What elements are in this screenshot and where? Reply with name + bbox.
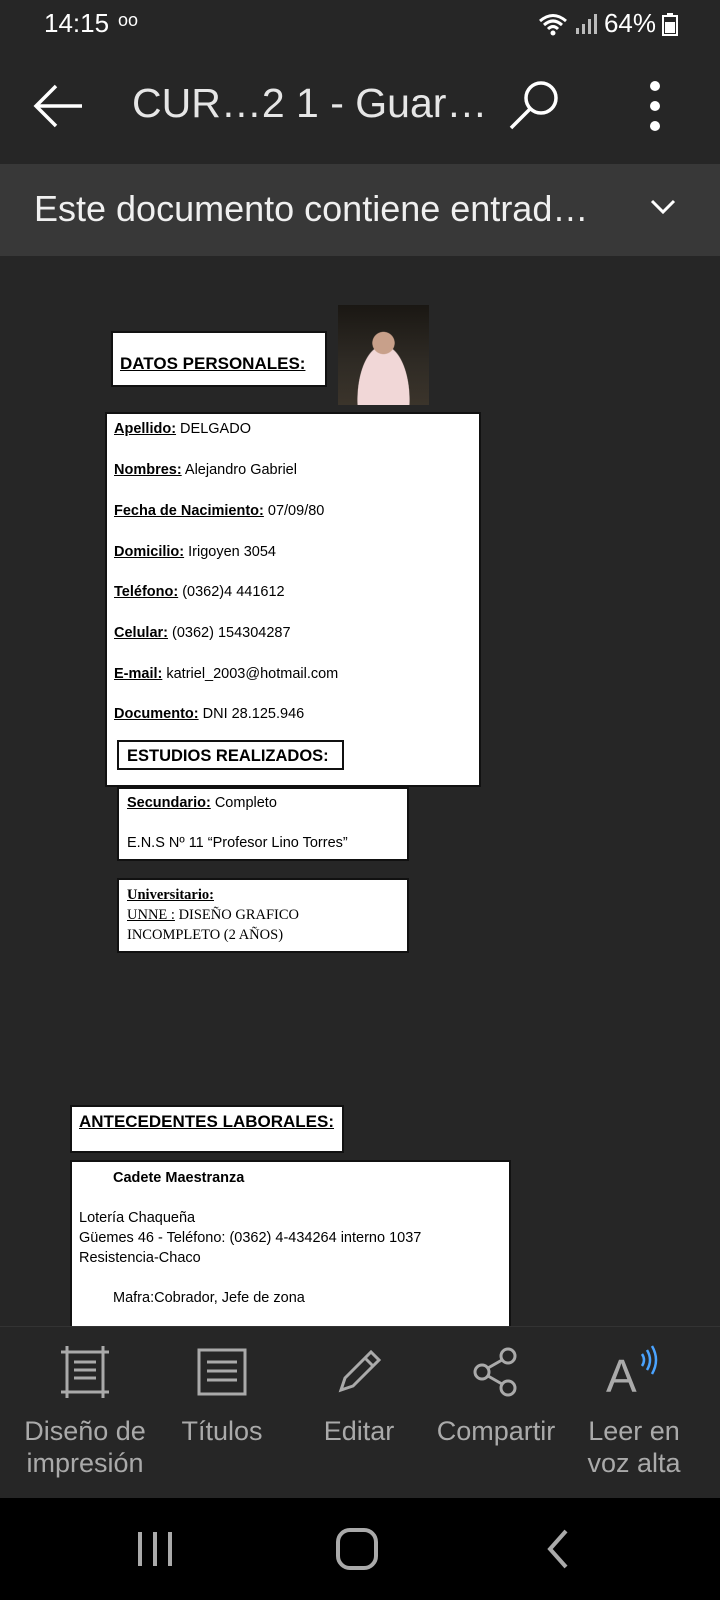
back-button[interactable] <box>30 78 90 134</box>
print-layout-button[interactable] <box>10 1337 160 1479</box>
battery-icon <box>662 12 678 36</box>
job1-city: Resistencia-Chaco <box>79 1250 201 1266</box>
home-icon <box>328 1524 388 1574</box>
svg-text:A: A <box>606 1350 637 1400</box>
read-aloud-button[interactable] <box>559 1337 709 1479</box>
work-heading: ANTECEDENTES LABORALES: <box>79 1112 335 1131</box>
job2-title: Mafra:Cobrador, Jefe de zona <box>113 1290 305 1306</box>
field-documento: Documento: DNI 28.125.946 <box>114 706 305 722</box>
profile-photo <box>338 305 429 405</box>
read-aloud-icon <box>604 1344 664 1400</box>
bottom-toolbar <box>0 1326 720 1498</box>
field-nombres: Nombres: Alejandro Gabriel <box>114 462 297 478</box>
home-button[interactable] <box>328 1524 388 1574</box>
job1-title: Cadete Maestranza <box>113 1170 245 1186</box>
battery-percent: 64% <box>603 8 656 38</box>
document-title: CUR…2 1 - Guar… <box>132 80 488 126</box>
work-experience-box <box>70 1160 511 1326</box>
status-bar <box>0 0 720 48</box>
voicemail-icon: oo <box>118 10 139 30</box>
secondary-studies-box <box>117 787 409 861</box>
signal-icon <box>574 12 598 36</box>
chevron-left-icon <box>532 1524 592 1574</box>
work-heading-box <box>70 1105 344 1153</box>
field-fecha-nacimiento: Fecha de Nacimiento: 07/09/80 <box>114 503 325 519</box>
field-telefono: Teléfono: (0362)4 441612 <box>114 584 285 600</box>
search-icon <box>505 76 565 136</box>
titles-label: Títulos <box>181 1416 263 1446</box>
info-banner[interactable] <box>0 164 720 256</box>
recent-apps-button[interactable] <box>126 1524 186 1574</box>
share-button[interactable] <box>421 1337 571 1447</box>
chevron-down-icon[interactable] <box>648 196 678 216</box>
university-name: UNNE : <box>127 907 175 923</box>
titles-list-icon <box>196 1347 248 1397</box>
personal-data-heading: DATOS PERSONALES: <box>120 354 306 373</box>
share-label: Compartir <box>436 1416 556 1446</box>
recent-apps-icon <box>126 1524 186 1574</box>
search-button[interactable] <box>505 76 565 136</box>
field-email: E-mail: katriel_2003@hotmail.com <box>114 666 339 682</box>
studies-heading: ESTUDIOS REALIZADOS: <box>127 747 329 765</box>
job1-address: Güemes 46 - Teléfono: (0362) 4-434264 interno 1037 <box>79 1230 422 1246</box>
status-indicators <box>538 8 678 39</box>
more-options-button[interactable] <box>630 76 680 136</box>
share-icon <box>470 1346 522 1398</box>
status-time: 14:15 <box>44 8 110 38</box>
field-secundario: Secundario: Completo <box>127 795 277 811</box>
secondary-school: E.N.S Nº 11 “Profesor Lino Torres” <box>127 835 348 851</box>
app-bar <box>0 48 720 164</box>
university-studies-box <box>117 878 409 953</box>
document-viewport[interactable] <box>0 256 720 1326</box>
field-apellido: Apellido: DELGADO <box>114 421 251 437</box>
more-vertical-icon <box>630 76 680 136</box>
university-label: Universitario: <box>127 887 214 903</box>
print-layout-label-1: Diseño de <box>24 1416 146 1446</box>
pencil-icon <box>333 1346 385 1398</box>
university-text <box>127 885 299 945</box>
read-aloud-label-2: voz alta <box>587 1448 681 1478</box>
read-aloud-label-1: Leer en <box>588 1416 680 1446</box>
arrow-left-icon <box>30 78 86 134</box>
university-career: DISEÑO GRAFICO <box>174 907 300 923</box>
personal-data-box <box>105 412 481 787</box>
system-back-button[interactable] <box>532 1524 592 1574</box>
edit-label: Editar <box>323 1416 395 1446</box>
print-layout-label-2: impresión <box>26 1448 144 1478</box>
edit-button[interactable] <box>284 1337 434 1447</box>
banner-text: Este documento contiene entrad… <box>34 188 589 229</box>
field-domicilio: Domicilio: Irigoyen 3054 <box>114 544 276 560</box>
university-status: INCOMPLETO (2 AÑOS) <box>127 927 284 943</box>
field-celular: Celular: (0362) 154304287 <box>114 625 291 641</box>
job1-company: Lotería Chaqueña <box>79 1210 196 1226</box>
print-layout-icon <box>57 1344 113 1400</box>
personal-data-heading-box <box>111 331 327 387</box>
system-navigation-bar <box>0 1498 720 1600</box>
wifi-icon <box>538 12 568 36</box>
studies-heading-box <box>117 740 344 770</box>
titles-button[interactable] <box>147 1337 297 1447</box>
